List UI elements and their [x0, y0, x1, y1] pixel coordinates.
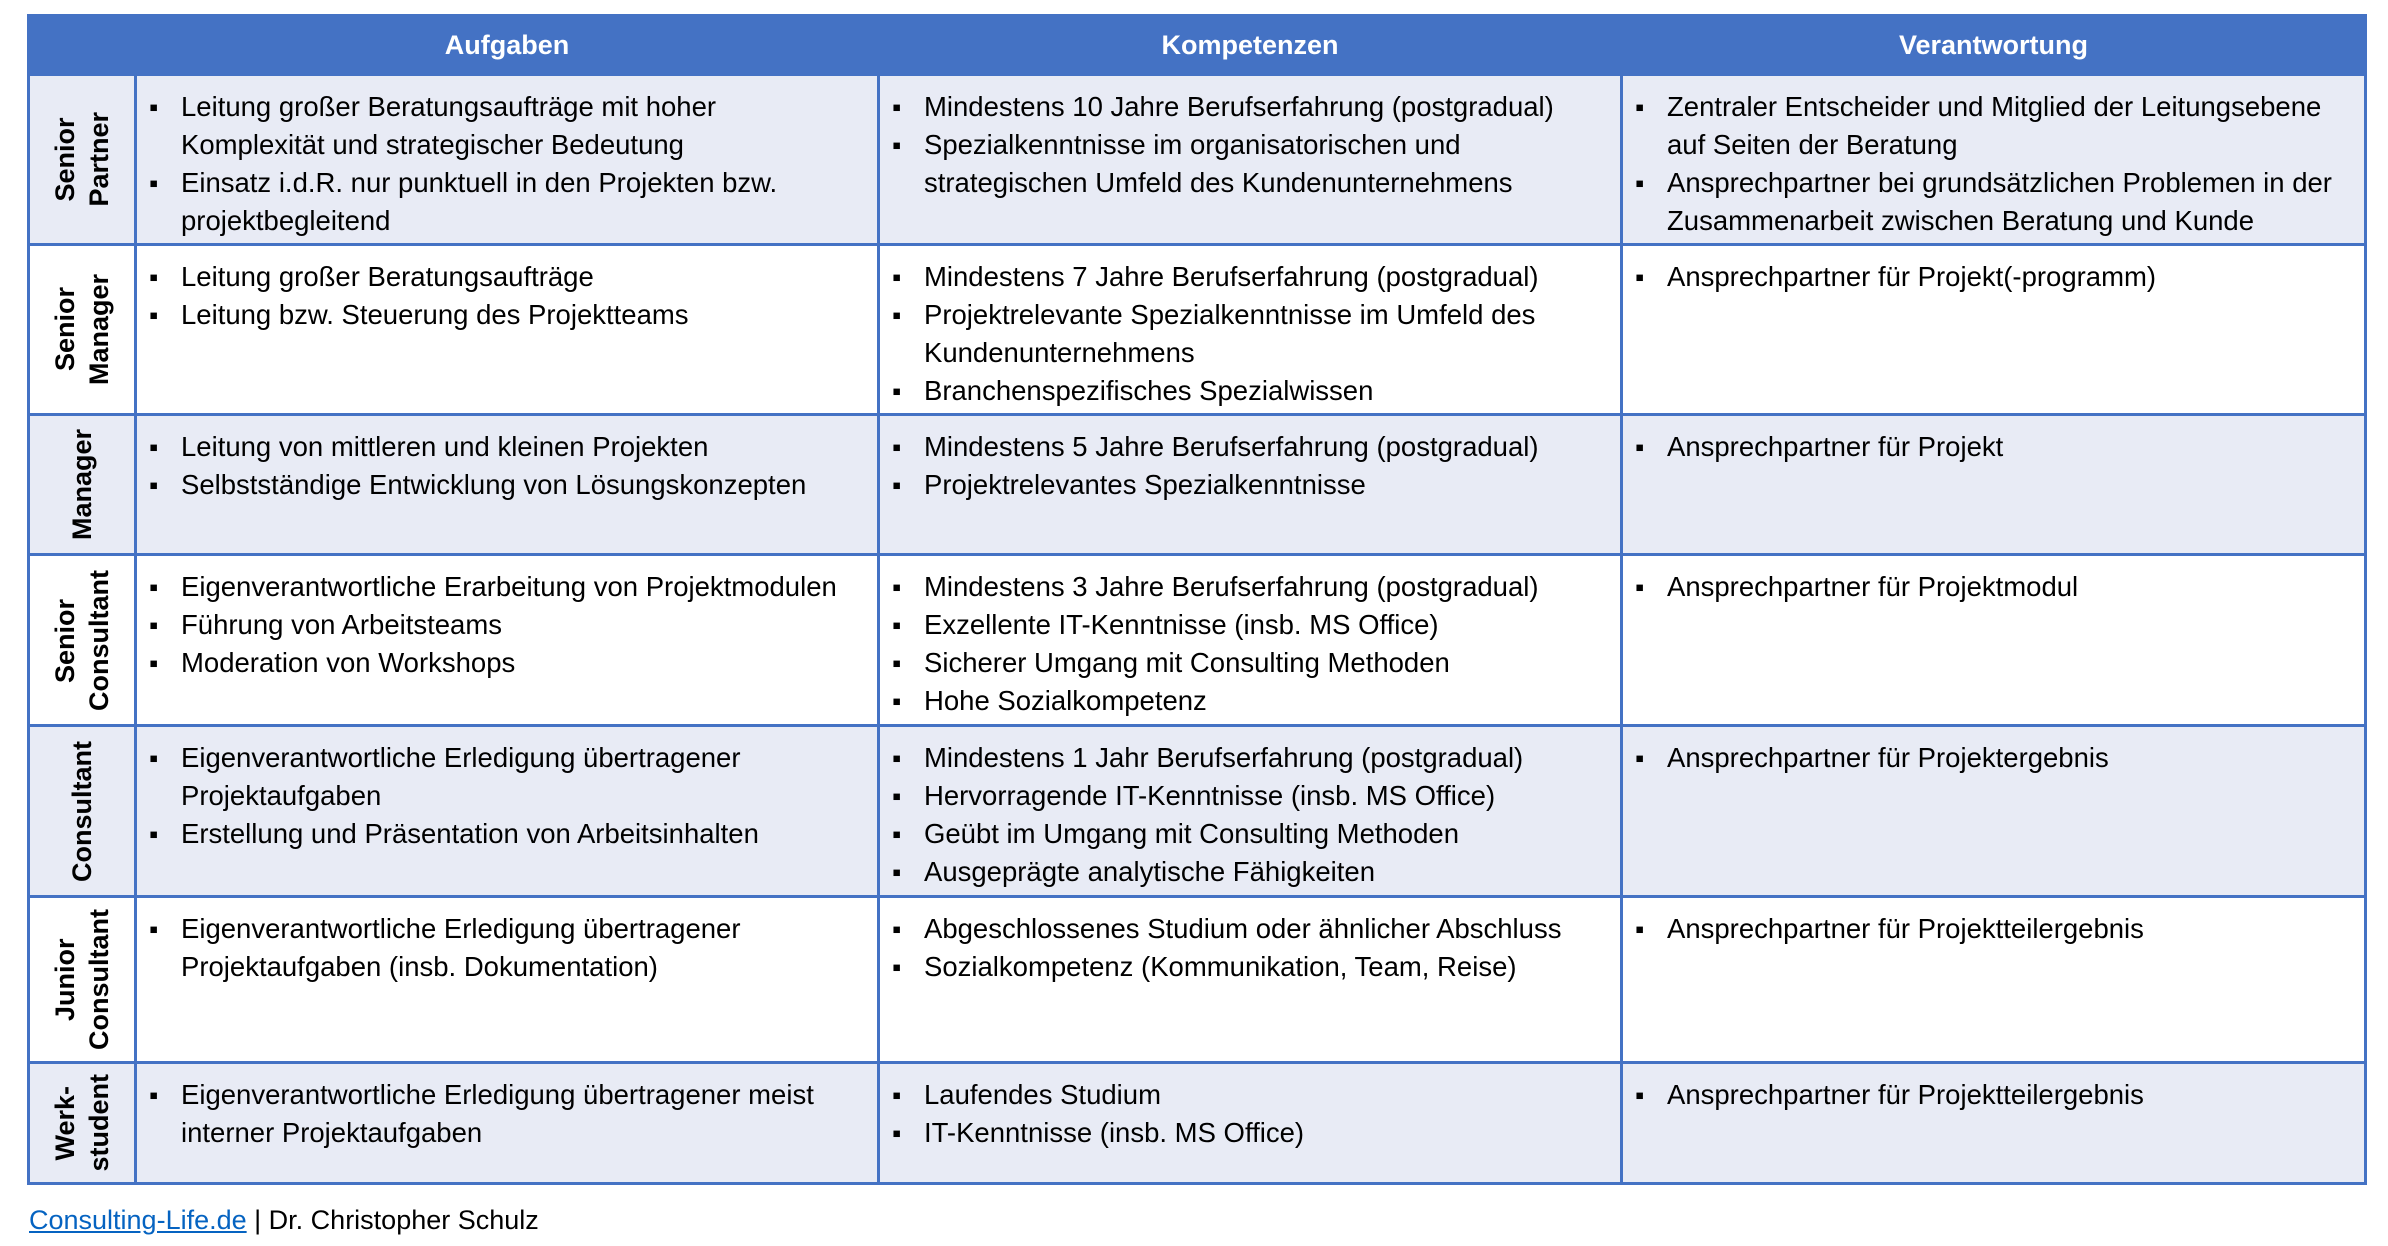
list-item: ▪ Hervorragende IT-Kenntnisse (insb. MS Office)	[924, 777, 1604, 815]
role-cell	[29, 415, 136, 555]
table-row	[29, 726, 2366, 897]
aufgaben-cell	[136, 1063, 879, 1184]
table-row	[29, 1063, 2366, 1184]
aufgaben-cell	[136, 897, 879, 1063]
list-item: ▪ Geübt im Umgang mit Consulting Methoden	[924, 815, 1604, 853]
aufgaben-list	[137, 1064, 877, 1152]
table-row	[29, 415, 2366, 555]
kompetenzen-list	[880, 1064, 1620, 1152]
list-item: ▪ Spezialkenntnisse im organisatorischen und strategischen Umfeld des Kundenunternehmens	[924, 126, 1604, 202]
role-cell	[29, 1063, 136, 1184]
list-item: ▪ Ansprechpartner für Projektmodul	[1667, 568, 2348, 606]
role-label: Senior Manager	[50, 273, 114, 386]
list-item: ▪ Ansprechpartner für Projektteilergebnis	[1667, 1076, 2348, 1114]
verantwortung-cell	[1622, 245, 2366, 415]
table-row	[29, 245, 2366, 415]
table-row	[29, 555, 2366, 726]
aufgaben-cell	[136, 555, 879, 726]
list-item: ▪ Sozialkompetenz (Kommunikation, Team, Reise)	[924, 948, 1604, 986]
list-item: ▪ Projektrelevantes Spezialkenntnisse	[924, 466, 1604, 504]
role-cell	[29, 726, 136, 897]
kompetenzen-list	[880, 556, 1620, 720]
list-item: ▪ Mindestens 5 Jahre Berufserfahrung (postgradual)	[924, 428, 1604, 466]
kompetenzen-cell	[879, 555, 1622, 726]
verantwortung-cell	[1622, 555, 2366, 726]
role-cell	[29, 75, 136, 245]
verantwortung-list	[1623, 898, 2364, 948]
verantwortung-cell	[1622, 726, 2366, 897]
list-item: ▪ Ansprechpartner für Projektteilergebnis	[1667, 910, 2348, 948]
list-item: ▪ Exzellente IT-Kenntnisse (insb. MS Office)	[924, 606, 1604, 644]
list-item: ▪ IT-Kenntnisse (insb. MS Office)	[924, 1114, 1604, 1152]
list-item: ▪ Mindestens 1 Jahr Berufserfahrung (postgradual)	[924, 739, 1604, 777]
aufgaben-cell	[136, 75, 879, 245]
list-item: ▪ Leitung von mittleren und kleinen Projekten	[181, 428, 861, 466]
kompetenzen-list	[880, 76, 1620, 202]
verantwortung-cell	[1622, 897, 2366, 1063]
list-item: ▪ Mindestens 10 Jahre Berufserfahrung (postgradual)	[924, 88, 1604, 126]
aufgaben-cell	[136, 245, 879, 415]
table-body	[29, 75, 2366, 1184]
kompetenzen-cell	[879, 415, 1622, 555]
kompetenzen-cell	[879, 1063, 1622, 1184]
kompetenzen-list	[880, 898, 1620, 986]
verantwortung-list	[1623, 246, 2364, 296]
list-item: ▪ Ansprechpartner für Projekt(-programm)	[1667, 258, 2348, 296]
verantwortung-list	[1623, 416, 2364, 466]
list-item: ▪ Branchenspezifisches Spezialwissen	[924, 372, 1604, 410]
verantwortung-cell	[1622, 75, 2366, 245]
list-item: ▪ Eigenverantwortliche Erledigung übertragener Projektaufgaben	[181, 739, 861, 815]
header-corner	[29, 16, 136, 75]
list-item: ▪ Sicherer Umgang mit Consulting Methoden	[924, 644, 1604, 682]
list-item: ▪ Selbstständige Entwicklung von Lösungskonzepten	[181, 466, 861, 504]
role-label: Consultant	[67, 740, 97, 882]
kompetenzen-cell	[879, 245, 1622, 415]
list-item: ▪ Ausgeprägte analytische Fähigkeiten	[924, 853, 1604, 891]
list-item: ▪ Ansprechpartner für Projekt	[1667, 428, 2348, 466]
list-item: ▪ Abgeschlossenes Studium oder ähnlicher Abschluss	[924, 910, 1604, 948]
verantwortung-list	[1623, 556, 2364, 606]
role-cell	[29, 555, 136, 726]
verantwortung-cell	[1622, 415, 2366, 555]
header-row	[29, 16, 2366, 75]
aufgaben-cell	[136, 726, 879, 897]
header-verantwortung: Verantwortung	[1622, 16, 2366, 75]
aufgaben-list	[137, 898, 877, 986]
list-item: ▪ Leitung großer Beratungsaufträge	[181, 258, 861, 296]
list-item: ▪ Hohe Sozialkompetenz	[924, 682, 1604, 720]
role-label: Senior Partner	[50, 112, 114, 207]
list-item: ▪ Ansprechpartner bei grundsätzlichen Problemen in der Zusammenarbeit zwischen Beratung und Kunde	[1667, 164, 2348, 240]
list-item: ▪ Eigenverantwortliche Erledigung übertragener Projektaufgaben (insb. Dokumentation)	[181, 910, 861, 986]
kompetenzen-list	[880, 727, 1620, 891]
list-item: ▪ Leitung bzw. Steuerung des Projektteams	[181, 296, 861, 334]
role-label: Junior Consultant	[50, 909, 114, 1050]
list-item: ▪ Einsatz i.d.R. nur punktuell in den Projekten bzw. projektbegleitend	[181, 164, 861, 240]
kompetenzen-cell	[879, 897, 1622, 1063]
list-item: ▪ Mindestens 3 Jahre Berufserfahrung (postgradual)	[924, 568, 1604, 606]
list-item: ▪ Moderation von Workshops	[181, 644, 861, 682]
list-item: ▪ Erstellung und Präsentation von Arbeitsinhalten	[181, 815, 861, 853]
footer-author: Dr. Christopher Schulz	[268, 1205, 539, 1235]
aufgaben-list	[137, 416, 877, 504]
list-item: ▪ Eigenverantwortliche Erledigung übertragener meist interner Projektaufgaben	[181, 1076, 861, 1152]
footer-link[interactable]: Consulting-Life.de	[29, 1205, 247, 1235]
role-cell	[29, 897, 136, 1063]
kompetenzen-cell	[879, 75, 1622, 245]
kompetenzen-list	[880, 416, 1620, 504]
list-item: ▪ Eigenverantwortliche Erarbeitung von Projektmodulen	[181, 568, 861, 606]
verantwortung-list	[1623, 76, 2364, 240]
header-aufgaben: Aufgaben	[136, 16, 879, 75]
role-label: Senior Consultant	[50, 569, 114, 711]
aufgaben-list	[137, 556, 877, 682]
list-item: ▪ Leitung großer Beratungsaufträge mit hoher Komplexität und strategischer Bedeutung	[181, 88, 861, 164]
role-label: Manager	[67, 428, 97, 541]
kompetenzen-list	[880, 246, 1620, 410]
table-row	[29, 897, 2366, 1063]
list-item: ▪ Laufendes Studium	[924, 1076, 1604, 1114]
footer-separator: |	[246, 1205, 269, 1235]
list-item: ▪ Projektrelevante Spezialkenntnisse im Umfeld des Kundenunternehmens	[924, 296, 1604, 372]
verantwortung-list	[1623, 727, 2364, 777]
roles-table	[27, 14, 2367, 1185]
kompetenzen-cell	[879, 726, 1622, 897]
table-row	[29, 75, 2366, 245]
footer	[29, 1205, 539, 1236]
role-cell	[29, 245, 136, 415]
aufgaben-list	[137, 76, 877, 240]
aufgaben-list	[137, 727, 877, 853]
aufgaben-list	[137, 246, 877, 334]
aufgaben-cell	[136, 415, 879, 555]
list-item: ▪ Führung von Arbeitsteams	[181, 606, 861, 644]
header-kompetenzen: Kompetenzen	[879, 16, 1622, 75]
verantwortung-cell	[1622, 1063, 2366, 1184]
list-item: ▪ Ansprechpartner für Projektergebnis	[1667, 739, 2348, 777]
verantwortung-list	[1623, 1064, 2364, 1114]
role-label: Werk- student	[50, 1074, 114, 1172]
list-item: ▪ Mindestens 7 Jahre Berufserfahrung (postgradual)	[924, 258, 1604, 296]
list-item: ▪ Zentraler Entscheider und Mitglied der Leitungsebene auf Seiten der Beratung	[1667, 88, 2348, 164]
